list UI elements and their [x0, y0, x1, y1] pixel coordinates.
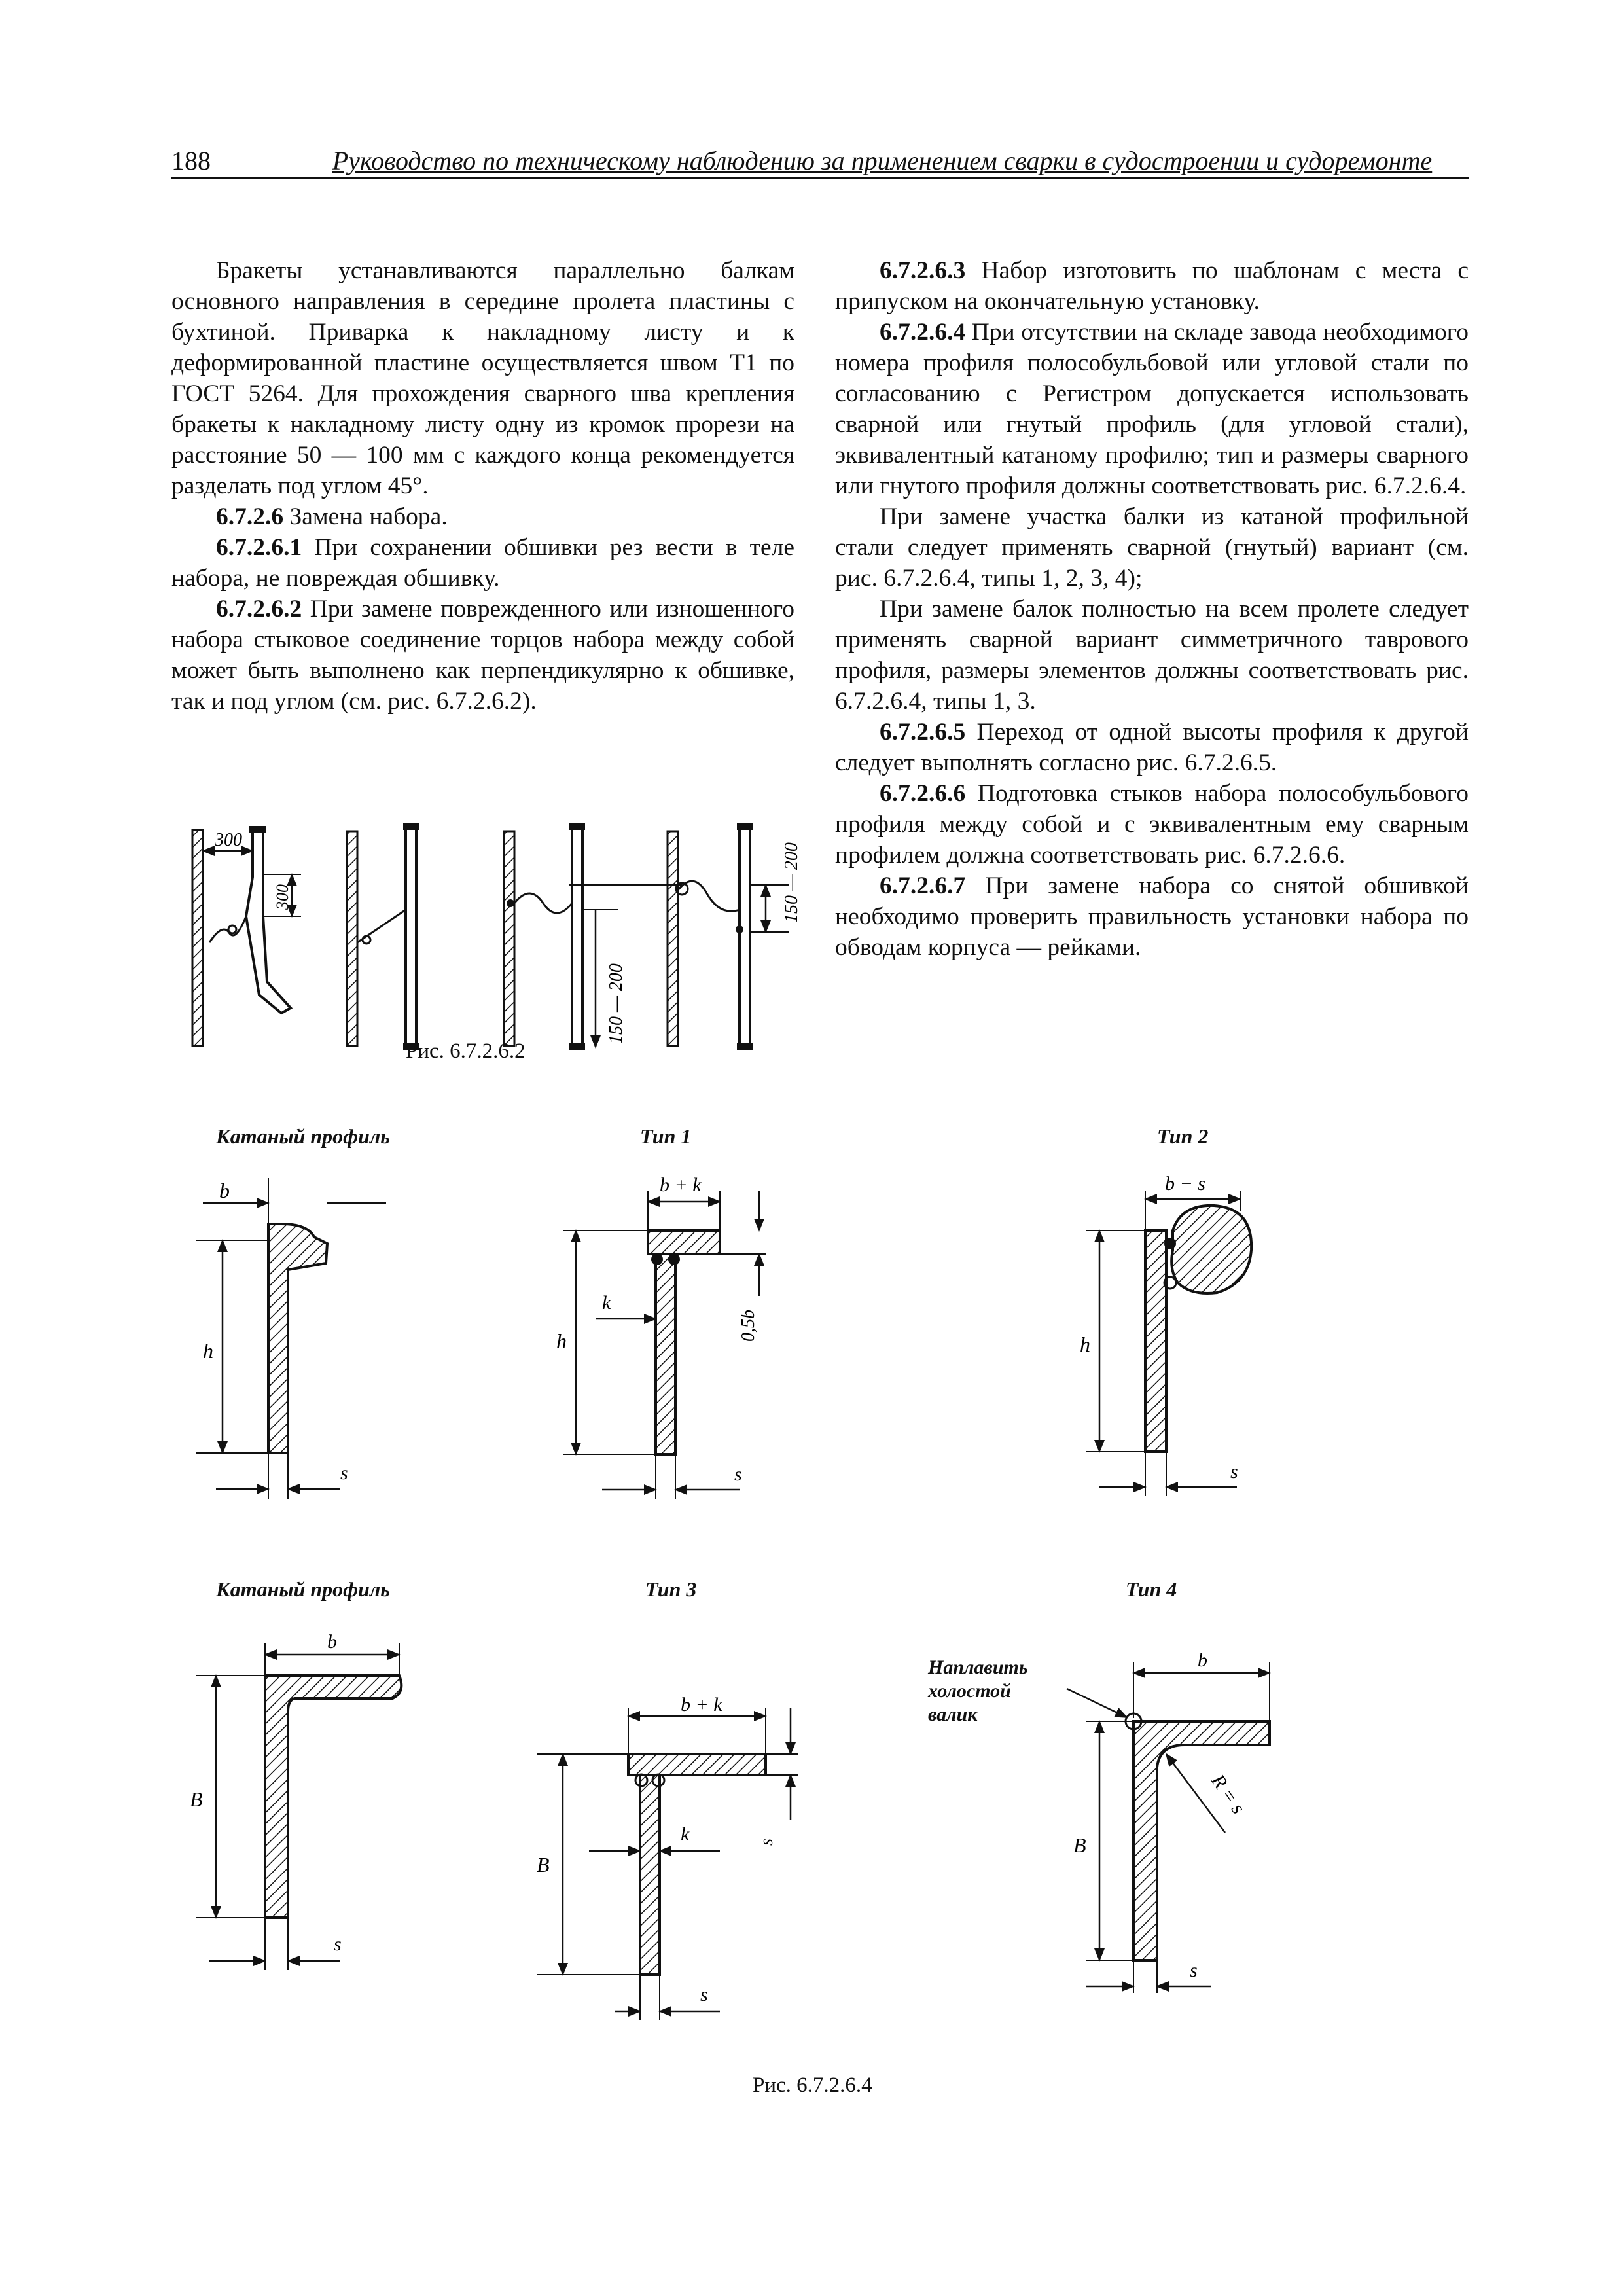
label-h: h — [1080, 1333, 1090, 1356]
title-type-4: Тип 4 — [1126, 1577, 1177, 1601]
title-type-1: Тип 1 — [640, 1124, 692, 1148]
label-b: b — [219, 1179, 230, 1202]
label-b-plus-k: b + k — [681, 1694, 722, 1715]
sketch-perpendicular-joint — [504, 823, 626, 1050]
paragraph: 6.7.2.6.7 При замене набора со снятой обшивкой необходимо проверить правильность установки набора по обводам корпуса — рейками. — [835, 872, 1469, 961]
sketch-offset-joint — [569, 823, 802, 1050]
figure-caption-6-7-2-6-4: Рис. 6.7.2.6.4 — [753, 2073, 872, 2097]
drawing-type-3-s-dim — [615, 1975, 785, 2040]
label-k: k — [602, 1292, 611, 1314]
paragraph: При замене участка балки из катаной профильной стали следует применять сварной (гнутый) вариант (см. рис. 6.7.2.6.4, типы 1, 2, 3, 4); — [835, 503, 1469, 592]
title-type-3: Тип 3 — [645, 1577, 697, 1601]
label-B: B — [537, 1853, 550, 1876]
label-half-b: 0,5b — [738, 1310, 758, 1342]
paragraph: 6.7.2.6.4 При отсутствии на складе завода необходимого номера профиля полособульбовой или угловой стали по согласованию с Регистром допускается использовать сварной или гнутый профиль (для угловой стали), эквивалентный катаному профилю; тип и размеры сварного или гнутого профиля должны соответствовать рис. 6.7.2.6.4. — [835, 319, 1469, 499]
title-type-2: Тип 2 — [1157, 1124, 1209, 1148]
running-title: Руководство по техническому наблюдению за применением сварки в судостроении и судоремонте — [332, 146, 1433, 175]
note-weld-bead: Наплавить холостой валик — [928, 1657, 1028, 1725]
paragraph: При замене балок полностью на всем пролете следует применять сварной вариант симметричного таврового профиля, размеры элементов должны соответствовать рис. 6.7.2.6.4, типы 1, 3. — [835, 596, 1469, 715]
page-header — [171, 140, 1469, 179]
label-h: h — [203, 1339, 213, 1363]
label-s: s — [757, 1839, 777, 1846]
label-B: B — [1073, 1833, 1086, 1857]
figure-butt-joints — [183, 812, 812, 1060]
paragraph: 6.7.2.6.3 Набор изготовить по шаблонам с места с припуском на окончательную установку. — [835, 257, 1469, 315]
drawing-type-4 — [1021, 1636, 1322, 2003]
page-number: 188 — [171, 146, 211, 175]
drawing-rolled-angle — [183, 1617, 419, 1996]
label-b-minus-s: b − s — [1165, 1173, 1205, 1194]
title-rolled-angle: Катаный профиль — [216, 1577, 390, 1601]
paragraph: 6.7.2.6.2 При замене поврежденного или изношенного набора стыковое соединение торцов набора между собой может быть выполнено как перпендикулярно к обшивке, так и под углом (см. рис. 6.7.2.6.2). — [171, 596, 794, 715]
label-h: h — [556, 1329, 567, 1353]
label-b: b — [327, 1631, 337, 1653]
label-s: s — [340, 1462, 348, 1484]
sketch-angled-joint — [192, 826, 301, 1046]
label-s: s — [700, 1984, 708, 2005]
figure-caption-6-7-2-6-2: Рис. 6.7.2.6.2 — [406, 1039, 526, 1063]
label-s: s — [1190, 1960, 1198, 1981]
drawing-type-2 — [1073, 1165, 1309, 1525]
label-B: B — [190, 1787, 203, 1811]
sketch-diagonal-joint — [347, 823, 419, 1050]
label-s: s — [1230, 1461, 1238, 1482]
label-r-eq-s: R = s — [1207, 1770, 1249, 1818]
paragraph: 6.7.2.6 Замена набора. — [216, 503, 448, 530]
label-s: s — [734, 1463, 742, 1485]
drawing-rolled-bulb — [183, 1172, 406, 1525]
label-b: b — [1198, 1649, 1207, 1671]
dim-150-200-left: 150 — 200 — [606, 963, 626, 1044]
paragraph: 6.7.2.6.1 При сохранении обшивки рез вести в теле набора, не повреждая обшивку. — [171, 534, 794, 592]
paragraph: Бракеты устанавливаются параллельно балкам основного направления в середине пролета пластины с бухтиной. Приварка к накладному листу и к деформированной пластине осуществляется швом Т1 по ГОСТ 5264. Для прохождения сварного шва крепления бракеты к накладному листу одну из кромок прорези на расстояние 50 — 100 мм с каждого конца рекомендуется разделать под углом 45°. — [171, 257, 794, 499]
title-rolled-bulb: Катаный профиль — [216, 1124, 390, 1148]
paragraph: 6.7.2.6.6 Подготовка стыков набора полособульбового профиля между собой и с эквивалентным ему сварным профилем должна соответствовать рис. 6.7.2.6.6. — [835, 780, 1469, 869]
label-s: s — [334, 1933, 342, 1955]
paragraph: 6.7.2.6.5 Переход от одной высоты профиля к другой следует выполнять согласно рис. 6.7.2.6.5. — [835, 719, 1469, 776]
drawing-type-3 — [510, 1689, 825, 2003]
left-column — [171, 255, 794, 717]
dim-300-horizontal: 300 — [215, 830, 242, 850]
label-b-plus-k: b + k — [660, 1174, 702, 1196]
right-column — [835, 255, 1469, 963]
dim-300-vertical: 300 — [273, 884, 292, 910]
drawing-type-1 — [550, 1165, 785, 1525]
label-k: k — [681, 1823, 690, 1845]
dim-150-200-right: 150 — 200 — [781, 842, 802, 923]
